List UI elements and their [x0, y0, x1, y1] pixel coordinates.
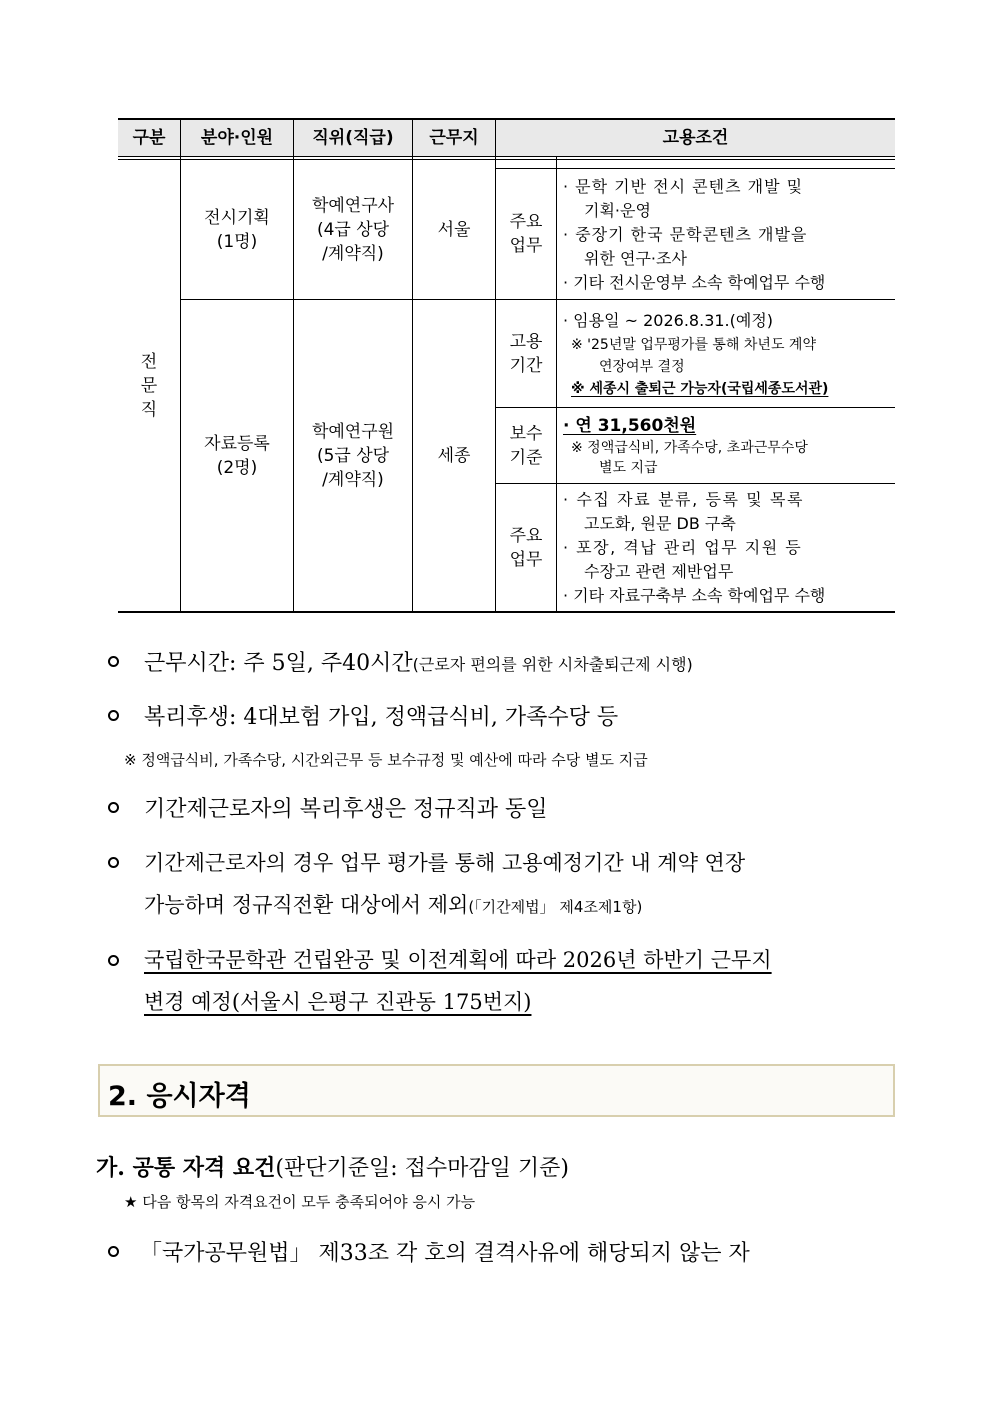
row2-pay-label: 보수 기준 [509, 423, 543, 468]
bullet-circle-icon [108, 1246, 119, 1257]
duty-item: · 수집 자료 분류, 등록 및 목록 [563, 490, 805, 509]
subsection-criteria: (판단기준일: 접수마감일 기준) [275, 1156, 569, 1181]
row1-field: 전시기획 (1명) [204, 207, 270, 252]
employment-table [118, 118, 895, 613]
header-field: 분야·인원 [181, 120, 293, 156]
row1-item: 위한 연구·조사 [584, 249, 687, 268]
duty-item: · 포장, 격납 관리 업무 지원 등 [563, 538, 803, 557]
pay-note: 별도 지급 [599, 460, 658, 476]
bullet-circle-icon [108, 656, 119, 667]
bullet-contract-line2 [144, 889, 642, 919]
subsection-title: 가. 공통 자격 요건 [96, 1155, 276, 1181]
section-title-box [98, 1064, 895, 1117]
period-note: 연장여부 결정 [599, 359, 685, 375]
bullet-circle-icon [108, 857, 119, 868]
row1-item: 기획·운영 [584, 201, 651, 220]
contract-law-ref: (「기간제법」 제4조제1항) [468, 898, 643, 916]
row2-duty-label: 주요 업무 [509, 525, 543, 570]
bullet-circle-icon [108, 710, 119, 721]
duty-item: 고도화, 원문 DB 구축 [584, 514, 736, 533]
row2-position: 학예연구원 (5급 상당 /계약직) [311, 421, 395, 490]
period-note-commute: ※ 세종시 출퇴근 가능자(국립세종도서관) [571, 381, 829, 397]
row1-item: · 문학 기반 전시 콘텐츠 개발 및 [563, 177, 804, 196]
contract-line2-text: 가능하며 정규직전환 대상에서 제외 [144, 893, 469, 917]
row2-location: 세종 [437, 445, 471, 466]
pay-item: · 연 31,560천원 [563, 416, 697, 436]
category-cell: 전 문 직 [140, 351, 158, 420]
bullet-welfare-same: 기간제근로자의 복리후생은 정규직과 동일 [144, 797, 548, 822]
row2-period-label: 고용 기간 [509, 331, 543, 376]
subsection-heading [96, 1151, 569, 1182]
qualification-item: 「국가공무원법」 제33조 각 호의 결격사유에 해당되지 않는 자 [140, 1241, 750, 1266]
bullet-relocation-line2: 변경 예정(서울시 은평구 진관동 175번지) [144, 990, 532, 1014]
row1-item: · 중장기 한국 문학콘텐츠 개발을 [563, 225, 808, 244]
header-location: 근무지 [413, 120, 495, 156]
header-category: 구분 [118, 120, 180, 156]
bullet-relocation-line1: 국립한국문학관 건립완공 및 이전계획에 따라 2026년 하반기 근무지 [144, 948, 772, 972]
bullet-work-hours [144, 646, 693, 677]
table-header-line [118, 156, 895, 157]
row1-location: 서울 [437, 219, 471, 240]
period-item: · 임용일 ~ 2026.8.31.(예정) [563, 311, 774, 330]
welfare-note: ※ 정액급식비, 가족수당, 시간외근무 등 보수규정 및 예산에 따라 수당 별도 지급 [124, 751, 648, 769]
duty-item: · 기타 자료구축부 소속 학예업무 수행 [563, 586, 826, 605]
header-conditions: 고용조건 [496, 120, 895, 156]
section-title: 2. 응시자격 [108, 1081, 251, 1112]
bullet-welfare: 복리후생: 4대보험 가입, 정액급식비, 가족수당 등 [144, 705, 619, 730]
star-note: ★ 다음 항목의 자격요건이 모두 충족되어야 응시 가능 [124, 1193, 476, 1211]
duty-item: 수장고 관련 제반업무 [584, 562, 734, 581]
col-line-5 [556, 156, 557, 613]
bullet-circle-icon [108, 955, 119, 966]
header-position: 직위(직급) [294, 120, 412, 156]
bullet-circle-icon [108, 802, 119, 813]
pay-note: ※ 정액급식비, 가족수당, 초과근무수당 [571, 440, 808, 456]
row1-item: · 기타 전시운영부 소속 학예업무 수행 [563, 273, 826, 292]
work-hours-text: 근무시간: 주 5일, 주40시간 [144, 651, 413, 676]
period-note: ※ '25년말 업무평가를 통해 차년도 계약 [571, 337, 816, 353]
work-hours-note: (근로자 편의를 위한 시차출퇴근제 시행) [412, 655, 693, 674]
row1-duty-label: 주요 업무 [509, 212, 543, 256]
row1-position: 학예연구사 (4급 상당 /계약직) [311, 195, 395, 264]
row2-field: 자료등록 (2명) [204, 433, 270, 478]
table-bottom-border [118, 611, 895, 613]
bullet-contract-line1: 기간제근로자의 경우 업무 평가를 통해 고용예정기간 내 계약 연장 [144, 851, 746, 875]
